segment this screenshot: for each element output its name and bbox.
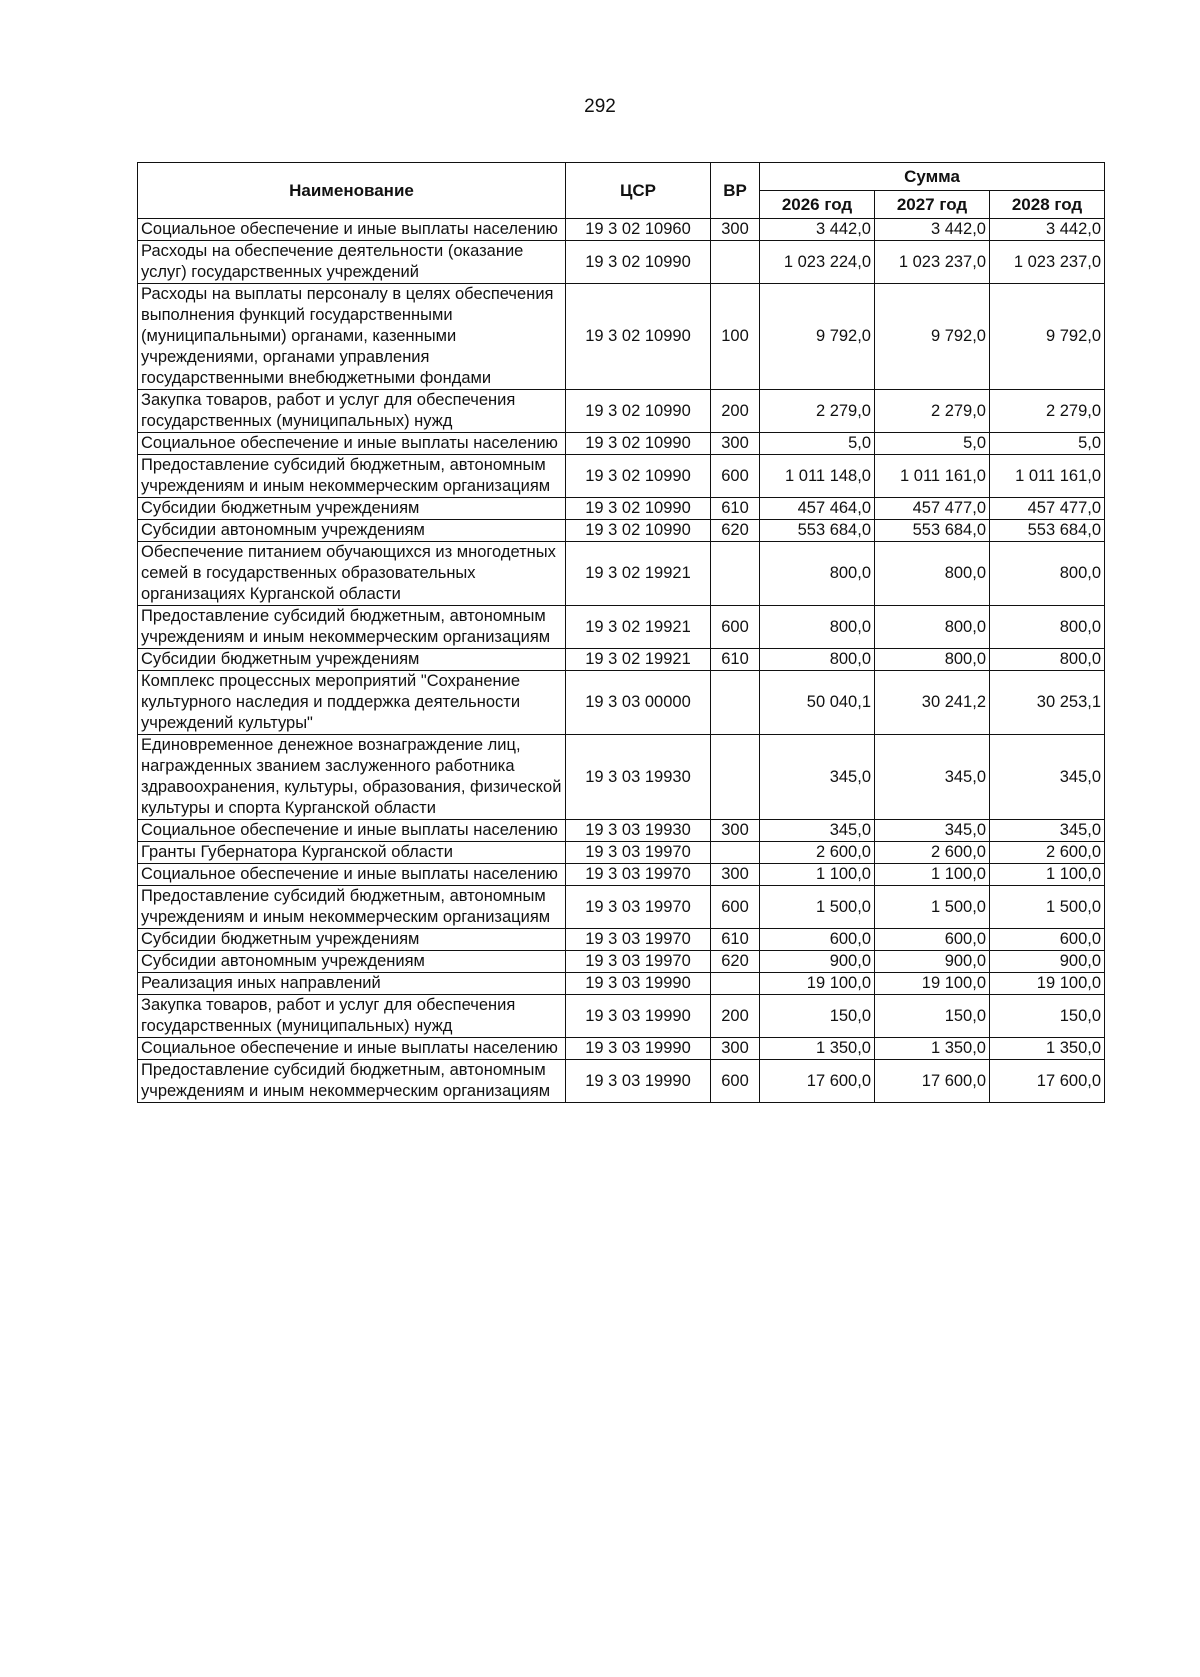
row-amount-2027-cell: 1 500,0 xyxy=(875,886,990,929)
table-row xyxy=(138,842,1105,864)
row-amount-2027-cell: 800,0 xyxy=(875,542,990,606)
row-amount-2026-cell: 5,0 xyxy=(760,433,875,455)
row-vr-cell: 600 xyxy=(711,886,760,929)
header-csr: ЦСР xyxy=(566,163,711,219)
row-csr-cell: 19 3 02 10990 xyxy=(566,455,711,498)
row-amount-2028-cell: 800,0 xyxy=(990,542,1105,606)
row-csr-cell: 19 3 03 19970 xyxy=(566,951,711,973)
row-amount-2026-cell: 1 011 148,0 xyxy=(760,455,875,498)
row-amount-2026-cell: 1 500,0 xyxy=(760,886,875,929)
row-amount-2028-cell: 900,0 xyxy=(990,951,1105,973)
row-vr-cell: 300 xyxy=(711,219,760,241)
row-amount-2026-cell: 17 600,0 xyxy=(760,1060,875,1103)
row-amount-2026-cell: 3 442,0 xyxy=(760,219,875,241)
row-csr-cell: 19 3 03 19930 xyxy=(566,735,711,820)
table-row xyxy=(138,1060,1105,1103)
table-row xyxy=(138,929,1105,951)
table-row xyxy=(138,973,1105,995)
row-vr-cell: 600 xyxy=(711,455,760,498)
row-name-cell: Предоставление субсидий бюджетным, автономным учреждениям и иным некоммерческим организациям xyxy=(138,886,566,929)
row-amount-2026-cell: 2 279,0 xyxy=(760,390,875,433)
row-amount-2026-cell: 50 040,1 xyxy=(760,671,875,735)
row-vr-cell: 300 xyxy=(711,864,760,886)
table-header xyxy=(138,163,1105,219)
row-name-cell: Единовременное денежное вознаграждение лиц, награжденных званием заслуженного работника здравоохранения, культуры, образования, физической культуры и спорта Курганской области xyxy=(138,735,566,820)
row-csr-cell: 19 3 03 19930 xyxy=(566,820,711,842)
row-name-cell: Субсидии бюджетным учреждениям xyxy=(138,649,566,671)
row-vr-cell: 620 xyxy=(711,520,760,542)
row-amount-2028-cell: 1 500,0 xyxy=(990,886,1105,929)
table-row xyxy=(138,1038,1105,1060)
row-csr-cell: 19 3 02 10990 xyxy=(566,498,711,520)
row-csr-cell: 19 3 02 10990 xyxy=(566,241,711,284)
row-amount-2028-cell: 1 100,0 xyxy=(990,864,1105,886)
row-vr-cell xyxy=(711,542,760,606)
row-vr-cell: 200 xyxy=(711,390,760,433)
row-amount-2027-cell: 5,0 xyxy=(875,433,990,455)
row-amount-2028-cell: 345,0 xyxy=(990,735,1105,820)
table-row xyxy=(138,649,1105,671)
table-row xyxy=(138,241,1105,284)
row-amount-2026-cell: 2 600,0 xyxy=(760,842,875,864)
row-csr-cell: 19 3 02 19921 xyxy=(566,606,711,649)
row-amount-2028-cell: 800,0 xyxy=(990,649,1105,671)
table-row xyxy=(138,455,1105,498)
row-name-cell: Социальное обеспечение и иные выплаты населению xyxy=(138,219,566,241)
table-row xyxy=(138,735,1105,820)
row-csr-cell: 19 3 03 00000 xyxy=(566,671,711,735)
row-amount-2027-cell: 9 792,0 xyxy=(875,284,990,390)
row-amount-2027-cell: 345,0 xyxy=(875,735,990,820)
table-row xyxy=(138,671,1105,735)
row-csr-cell: 19 3 02 10990 xyxy=(566,284,711,390)
row-amount-2028-cell: 2 600,0 xyxy=(990,842,1105,864)
row-name-cell: Предоставление субсидий бюджетным, автономным учреждениям и иным некоммерческим организациям xyxy=(138,606,566,649)
table-row xyxy=(138,820,1105,842)
row-amount-2028-cell: 2 279,0 xyxy=(990,390,1105,433)
row-name-cell: Социальное обеспечение и иные выплаты населению xyxy=(138,433,566,455)
row-amount-2027-cell: 30 241,2 xyxy=(875,671,990,735)
row-name-cell: Социальное обеспечение и иные выплаты населению xyxy=(138,1038,566,1060)
row-csr-cell: 19 3 02 10990 xyxy=(566,390,711,433)
header-name: Наименование xyxy=(138,163,566,219)
row-amount-2027-cell: 457 477,0 xyxy=(875,498,990,520)
row-name-cell: Субсидии автономным учреждениям xyxy=(138,520,566,542)
row-csr-cell: 19 3 02 19921 xyxy=(566,542,711,606)
row-amount-2026-cell: 19 100,0 xyxy=(760,973,875,995)
row-csr-cell: 19 3 03 19990 xyxy=(566,973,711,995)
header-year-2028: 2028 год xyxy=(990,191,1105,219)
row-amount-2026-cell: 800,0 xyxy=(760,542,875,606)
header-year-2026: 2026 год xyxy=(760,191,875,219)
row-csr-cell: 19 3 02 10960 xyxy=(566,219,711,241)
row-amount-2026-cell: 900,0 xyxy=(760,951,875,973)
row-vr-cell xyxy=(711,973,760,995)
header-sum: Сумма xyxy=(760,163,1105,191)
row-amount-2026-cell: 1 350,0 xyxy=(760,1038,875,1060)
row-amount-2026-cell: 800,0 xyxy=(760,649,875,671)
row-amount-2026-cell: 800,0 xyxy=(760,606,875,649)
row-vr-cell: 300 xyxy=(711,1038,760,1060)
row-vr-cell: 300 xyxy=(711,820,760,842)
budget-table xyxy=(137,162,1105,1103)
row-name-cell: Расходы на выплаты персоналу в целях обеспечения выполнения функций государственными (муниципальными) органами, казенными учреждениями, органами управления государственными внебюджетными фондами xyxy=(138,284,566,390)
row-amount-2027-cell: 2 600,0 xyxy=(875,842,990,864)
row-amount-2028-cell: 1 350,0 xyxy=(990,1038,1105,1060)
row-name-cell: Социальное обеспечение и иные выплаты населению xyxy=(138,864,566,886)
row-csr-cell: 19 3 03 19990 xyxy=(566,995,711,1038)
row-vr-cell: 600 xyxy=(711,606,760,649)
header-year-2027: 2027 год xyxy=(875,191,990,219)
row-amount-2026-cell: 1 100,0 xyxy=(760,864,875,886)
row-csr-cell: 19 3 03 19970 xyxy=(566,886,711,929)
row-csr-cell: 19 3 03 19990 xyxy=(566,1060,711,1103)
row-vr-cell: 200 xyxy=(711,995,760,1038)
row-amount-2028-cell: 19 100,0 xyxy=(990,973,1105,995)
row-name-cell: Социальное обеспечение и иные выплаты населению xyxy=(138,820,566,842)
row-amount-2027-cell: 800,0 xyxy=(875,649,990,671)
row-amount-2027-cell: 2 279,0 xyxy=(875,390,990,433)
row-vr-cell xyxy=(711,735,760,820)
table-row xyxy=(138,284,1105,390)
row-amount-2027-cell: 900,0 xyxy=(875,951,990,973)
row-vr-cell xyxy=(711,842,760,864)
row-amount-2028-cell: 600,0 xyxy=(990,929,1105,951)
table-row xyxy=(138,219,1105,241)
table-row xyxy=(138,542,1105,606)
row-amount-2028-cell: 1 011 161,0 xyxy=(990,455,1105,498)
table-row xyxy=(138,951,1105,973)
row-name-cell: Комплекс процессных мероприятий "Сохранение культурного наследия и поддержка деятельности учреждений культуры" xyxy=(138,671,566,735)
table-row xyxy=(138,995,1105,1038)
row-vr-cell: 610 xyxy=(711,929,760,951)
row-name-cell: Обеспечение питанием обучающихся из многодетных семей в государственных образовательных организациях Курганской области xyxy=(138,542,566,606)
row-amount-2028-cell: 17 600,0 xyxy=(990,1060,1105,1103)
row-csr-cell: 19 3 03 19970 xyxy=(566,842,711,864)
row-name-cell: Субсидии бюджетным учреждениям xyxy=(138,498,566,520)
row-amount-2027-cell: 600,0 xyxy=(875,929,990,951)
row-vr-cell xyxy=(711,241,760,284)
row-amount-2027-cell: 17 600,0 xyxy=(875,1060,990,1103)
table-body xyxy=(138,219,1105,1103)
row-name-cell: Закупка товаров, работ и услуг для обеспечения государственных (муниципальных) нужд xyxy=(138,390,566,433)
table-row xyxy=(138,864,1105,886)
row-vr-cell: 100 xyxy=(711,284,760,390)
row-amount-2026-cell: 600,0 xyxy=(760,929,875,951)
row-amount-2026-cell: 9 792,0 xyxy=(760,284,875,390)
row-vr-cell: 620 xyxy=(711,951,760,973)
row-vr-cell: 600 xyxy=(711,1060,760,1103)
row-name-cell: Предоставление субсидий бюджетным, автономным учреждениям и иным некоммерческим организациям xyxy=(138,455,566,498)
row-name-cell: Реализация иных направлений xyxy=(138,973,566,995)
row-csr-cell: 19 3 02 10990 xyxy=(566,520,711,542)
row-amount-2027-cell: 3 442,0 xyxy=(875,219,990,241)
table-row xyxy=(138,433,1105,455)
row-amount-2027-cell: 150,0 xyxy=(875,995,990,1038)
table-row xyxy=(138,886,1105,929)
row-csr-cell: 19 3 03 19970 xyxy=(566,929,711,951)
row-amount-2028-cell: 5,0 xyxy=(990,433,1105,455)
table-row xyxy=(138,498,1105,520)
table-row xyxy=(138,520,1105,542)
row-amount-2027-cell: 1 100,0 xyxy=(875,864,990,886)
row-amount-2028-cell: 150,0 xyxy=(990,995,1105,1038)
row-name-cell: Закупка товаров, работ и услуг для обеспечения государственных (муниципальных) нужд xyxy=(138,995,566,1038)
row-amount-2027-cell: 553 684,0 xyxy=(875,520,990,542)
row-amount-2026-cell: 457 464,0 xyxy=(760,498,875,520)
row-vr-cell: 610 xyxy=(711,649,760,671)
page-number: 292 xyxy=(584,96,616,117)
row-vr-cell: 300 xyxy=(711,433,760,455)
row-amount-2026-cell: 1 023 224,0 xyxy=(760,241,875,284)
row-name-cell: Субсидии автономным учреждениям xyxy=(138,951,566,973)
row-amount-2027-cell: 1 350,0 xyxy=(875,1038,990,1060)
row-amount-2027-cell: 19 100,0 xyxy=(875,973,990,995)
row-amount-2027-cell: 1 011 161,0 xyxy=(875,455,990,498)
row-amount-2026-cell: 553 684,0 xyxy=(760,520,875,542)
row-name-cell: Расходы на обеспечение деятельности (оказание услуг) государственных учреждений xyxy=(138,241,566,284)
row-amount-2027-cell: 1 023 237,0 xyxy=(875,241,990,284)
row-amount-2028-cell: 30 253,1 xyxy=(990,671,1105,735)
row-name-cell: Предоставление субсидий бюджетным, автономным учреждениям и иным некоммерческим организациям xyxy=(138,1060,566,1103)
row-csr-cell: 19 3 03 19970 xyxy=(566,864,711,886)
row-csr-cell: 19 3 03 19990 xyxy=(566,1038,711,1060)
row-vr-cell: 610 xyxy=(711,498,760,520)
row-amount-2028-cell: 553 684,0 xyxy=(990,520,1105,542)
header-vr: ВР xyxy=(711,163,760,219)
row-csr-cell: 19 3 02 10990 xyxy=(566,433,711,455)
row-amount-2028-cell: 457 477,0 xyxy=(990,498,1105,520)
row-amount-2028-cell: 1 023 237,0 xyxy=(990,241,1105,284)
row-csr-cell: 19 3 02 19921 xyxy=(566,649,711,671)
row-name-cell: Гранты Губернатора Курганской области xyxy=(138,842,566,864)
row-amount-2028-cell: 345,0 xyxy=(990,820,1105,842)
row-amount-2026-cell: 345,0 xyxy=(760,735,875,820)
table-row xyxy=(138,606,1105,649)
row-amount-2026-cell: 150,0 xyxy=(760,995,875,1038)
row-amount-2028-cell: 3 442,0 xyxy=(990,219,1105,241)
row-amount-2028-cell: 9 792,0 xyxy=(990,284,1105,390)
row-vr-cell xyxy=(711,671,760,735)
row-amount-2026-cell: 345,0 xyxy=(760,820,875,842)
table-row xyxy=(138,390,1105,433)
row-amount-2027-cell: 800,0 xyxy=(875,606,990,649)
row-name-cell: Субсидии бюджетным учреждениям xyxy=(138,929,566,951)
row-amount-2028-cell: 800,0 xyxy=(990,606,1105,649)
row-amount-2027-cell: 345,0 xyxy=(875,820,990,842)
